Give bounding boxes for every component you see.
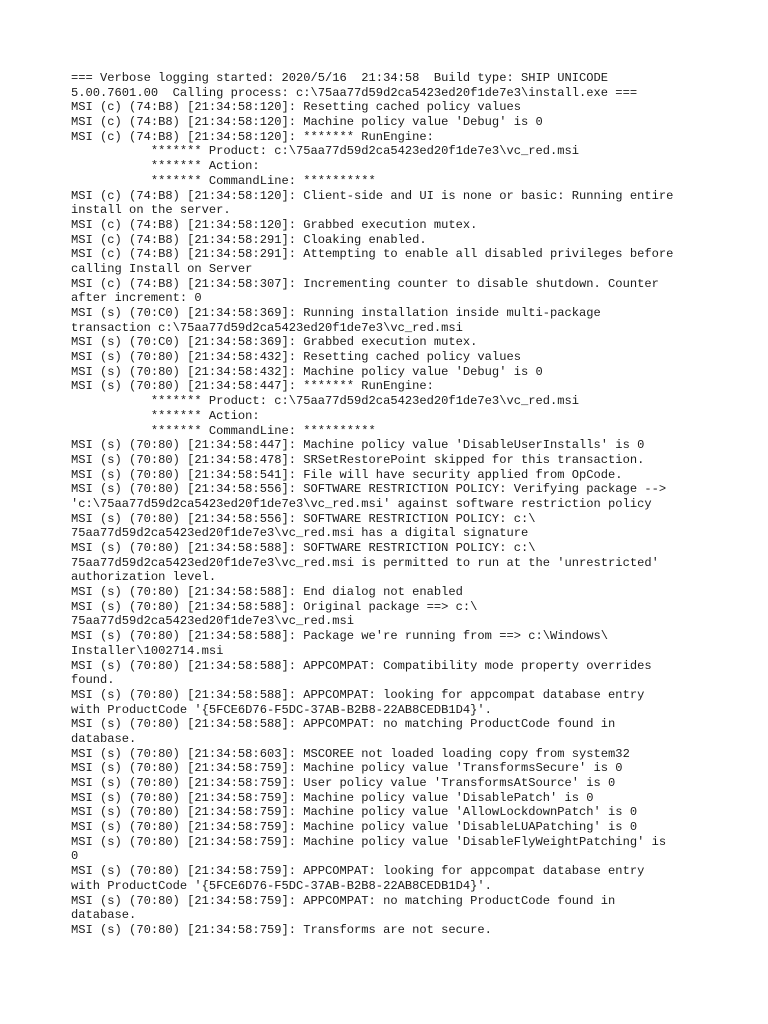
log-line: MSI (s) (70:80) [21:34:58:759]: Machine policy value 'TransformsSecure' is 0 <box>71 761 623 776</box>
log-line: MSI (s) (70:80) [21:34:58:759]: APPCOMPAT: looking for appcompat database entry <box>71 864 645 879</box>
log-line: MSI (c) (74:B8) [21:34:58:291]: Cloaking enabled. <box>71 232 427 247</box>
log-line: MSI (c) (74:B8) [21:34:58:120]: Grabbed execution mutex. <box>71 217 478 232</box>
log-line: MSI (s) (70:80) [21:34:58:432]: Machine policy value 'Debug' is 0 <box>71 364 543 379</box>
log-line: MSI (s) (70:80) [21:34:58:447]: Machine policy value 'DisableUserInstalls' is 0 <box>71 438 645 453</box>
log-line: MSI (s) (70:80) [21:34:58:432]: Resetting cached policy values <box>71 350 521 365</box>
log-line: MSI (s) (70:80) [21:34:58:759]: APPCOMPAT: no matching ProductCode found in <box>71 893 616 908</box>
log-line: MSI (s) (70:80) [21:34:58:541]: File will have security applied from OpCode. <box>71 467 623 482</box>
log-line: MSI (c) (74:B8) [21:34:58:307]: Incrementing counter to disable shutdown. Counter <box>71 276 659 291</box>
log-line: MSI (c) (74:B8) [21:34:58:120]: Machine policy value 'Debug' is 0 <box>71 115 543 130</box>
log-line: MSI (s) (70:80) [21:34:58:588]: APPCOMPAT: Compatibility mode property overrides <box>71 658 652 673</box>
log-line: MSI (c) (74:B8) [21:34:58:120]: ******* RunEngine: <box>71 129 434 144</box>
log-line: Installer\1002714.msi <box>71 643 224 658</box>
log-line: MSI (s) (70:C0) [21:34:58:369]: Grabbed execution mutex. <box>71 335 478 350</box>
log-line: found. <box>71 673 115 688</box>
log-line: ******* CommandLine: ********** <box>71 173 376 188</box>
log-line: MSI (c) (74:B8) [21:34:58:120]: Client-side and UI is none or basic: Running entire <box>71 188 674 203</box>
log-line: 'c:\75aa77d59d2ca5423ed20f1de7e3\vc_red.msi' against software restriction policy <box>71 496 652 511</box>
log-line: install on the server. <box>71 203 231 218</box>
log-line: MSI (s) (70:80) [21:34:58:759]: Machine policy value 'DisableFlyWeightPatching' is <box>71 834 667 849</box>
log-line: calling Install on Server <box>71 261 253 276</box>
log-line: MSI (c) (74:B8) [21:34:58:291]: Attempting to enable all disabled privileges before <box>71 247 674 262</box>
log-line: 5.00.7601.00 Calling process: c:\75aa77d59d2ca5423ed20f1de7e3\install.exe === <box>71 85 638 100</box>
log-line: MSI (s) (70:80) [21:34:58:759]: Machine policy value 'AllowLockdownPatch' is 0 <box>71 805 638 820</box>
log-line: MSI (s) (70:80) [21:34:58:588]: SOFTWARE RESTRICTION POLICY: c:\ <box>71 541 536 555</box>
log-line: 75aa77d59d2ca5423ed20f1de7e3\vc_red.msi is permitted to run at the 'unrestricted' <box>71 555 659 570</box>
log-line: 75aa77d59d2ca5423ed20f1de7e3\vc_red.msi <box>71 614 355 629</box>
log-line: MSI (s) (70:80) [21:34:58:759]: Machine policy value 'DisableLUAPatching' is 0 <box>71 820 638 835</box>
log-line: MSI (s) (70:80) [21:34:58:588]: Package we're running from ==> c:\Windows\ <box>71 629 609 644</box>
log-line: transaction c:\75aa77d59d2ca5423ed20f1de7e3\vc_red.msi <box>71 320 463 335</box>
log-line: after increment: 0 <box>71 291 202 306</box>
log-line: 75aa77d59d2ca5423ed20f1de7e3\vc_red.msi has a digital signature <box>71 526 529 541</box>
log-line: MSI (s) (70:80) [21:34:58:603]: MSCOREE not loaded loading copy from system32 <box>71 746 630 761</box>
log-line: MSI (s) (70:80) [21:34:58:478]: SRSetRestorePoint skipped for this transaction. <box>71 452 645 467</box>
log-line: with ProductCode '{5FCE6D76-F5DC-37AB-B2B8-22AB8CEDB1D4}'. <box>71 878 492 893</box>
log-line: MSI (s) (70:80) [21:34:58:556]: SOFTWARE RESTRICTION POLICY: Verifying package --> <box>71 482 667 497</box>
log-line: ******* Action: <box>71 159 260 174</box>
log-line: 0 <box>71 849 79 864</box>
log-line: ******* CommandLine: ********** <box>71 423 376 438</box>
log-line: MSI (s) (70:80) [21:34:58:759]: Machine policy value 'DisablePatch' is 0 <box>71 790 594 805</box>
log-line: MSI (s) (70:80) [21:34:58:556]: SOFTWARE RESTRICTION POLICY: c:\ <box>71 511 536 526</box>
log-line: MSI (s) (70:80) [21:34:58:588]: Original package ==> c:\ <box>71 599 478 614</box>
log-line: with ProductCode '{5FCE6D76-F5DC-37AB-B2B8-22AB8CEDB1D4}'. <box>71 702 492 717</box>
log-line: ******* Action: <box>71 408 260 423</box>
log-line: MSI (c) (74:B8) [21:34:58:120]: Resetting cached policy values <box>71 100 521 115</box>
log-line: MSI (s) (70:80) [21:34:58:588]: End dialog not enabled <box>71 585 463 600</box>
log-line: === Verbose logging started: 2020/5/16 21:34:58 Build type: SHIP UNICODE <box>71 71 609 85</box>
log-line: MSI (s) (70:80) [21:34:58:759]: Transforms are not secure. <box>71 922 492 937</box>
log-line: database. <box>71 908 137 923</box>
log-line: MSI (s) (70:80) [21:34:58:759]: User policy value 'TransformsAtSource' is 0 <box>71 776 616 790</box>
log-line: ******* Product: c:\75aa77d59d2ca5423ed20f1de7e3\vc_red.msi <box>71 144 580 159</box>
log-line: ******* Product: c:\75aa77d59d2ca5423ed20f1de7e3\vc_red.msi <box>71 394 580 409</box>
log-text <box>71 71 711 938</box>
log-line: MSI (s) (70:80) [21:34:58:588]: APPCOMPAT: no matching ProductCode found in <box>71 717 616 732</box>
log-line: MSI (s) (70:80) [21:34:58:447]: ******* RunEngine: <box>71 379 434 394</box>
log-line: database. <box>71 731 137 746</box>
log-line: MSI (s) (70:80) [21:34:58:588]: APPCOMPAT: looking for appcompat database entry <box>71 687 645 702</box>
log-line: MSI (s) (70:C0) [21:34:58:369]: Running installation inside multi-package <box>71 306 601 320</box>
log-line: authorization level. <box>71 570 217 585</box>
